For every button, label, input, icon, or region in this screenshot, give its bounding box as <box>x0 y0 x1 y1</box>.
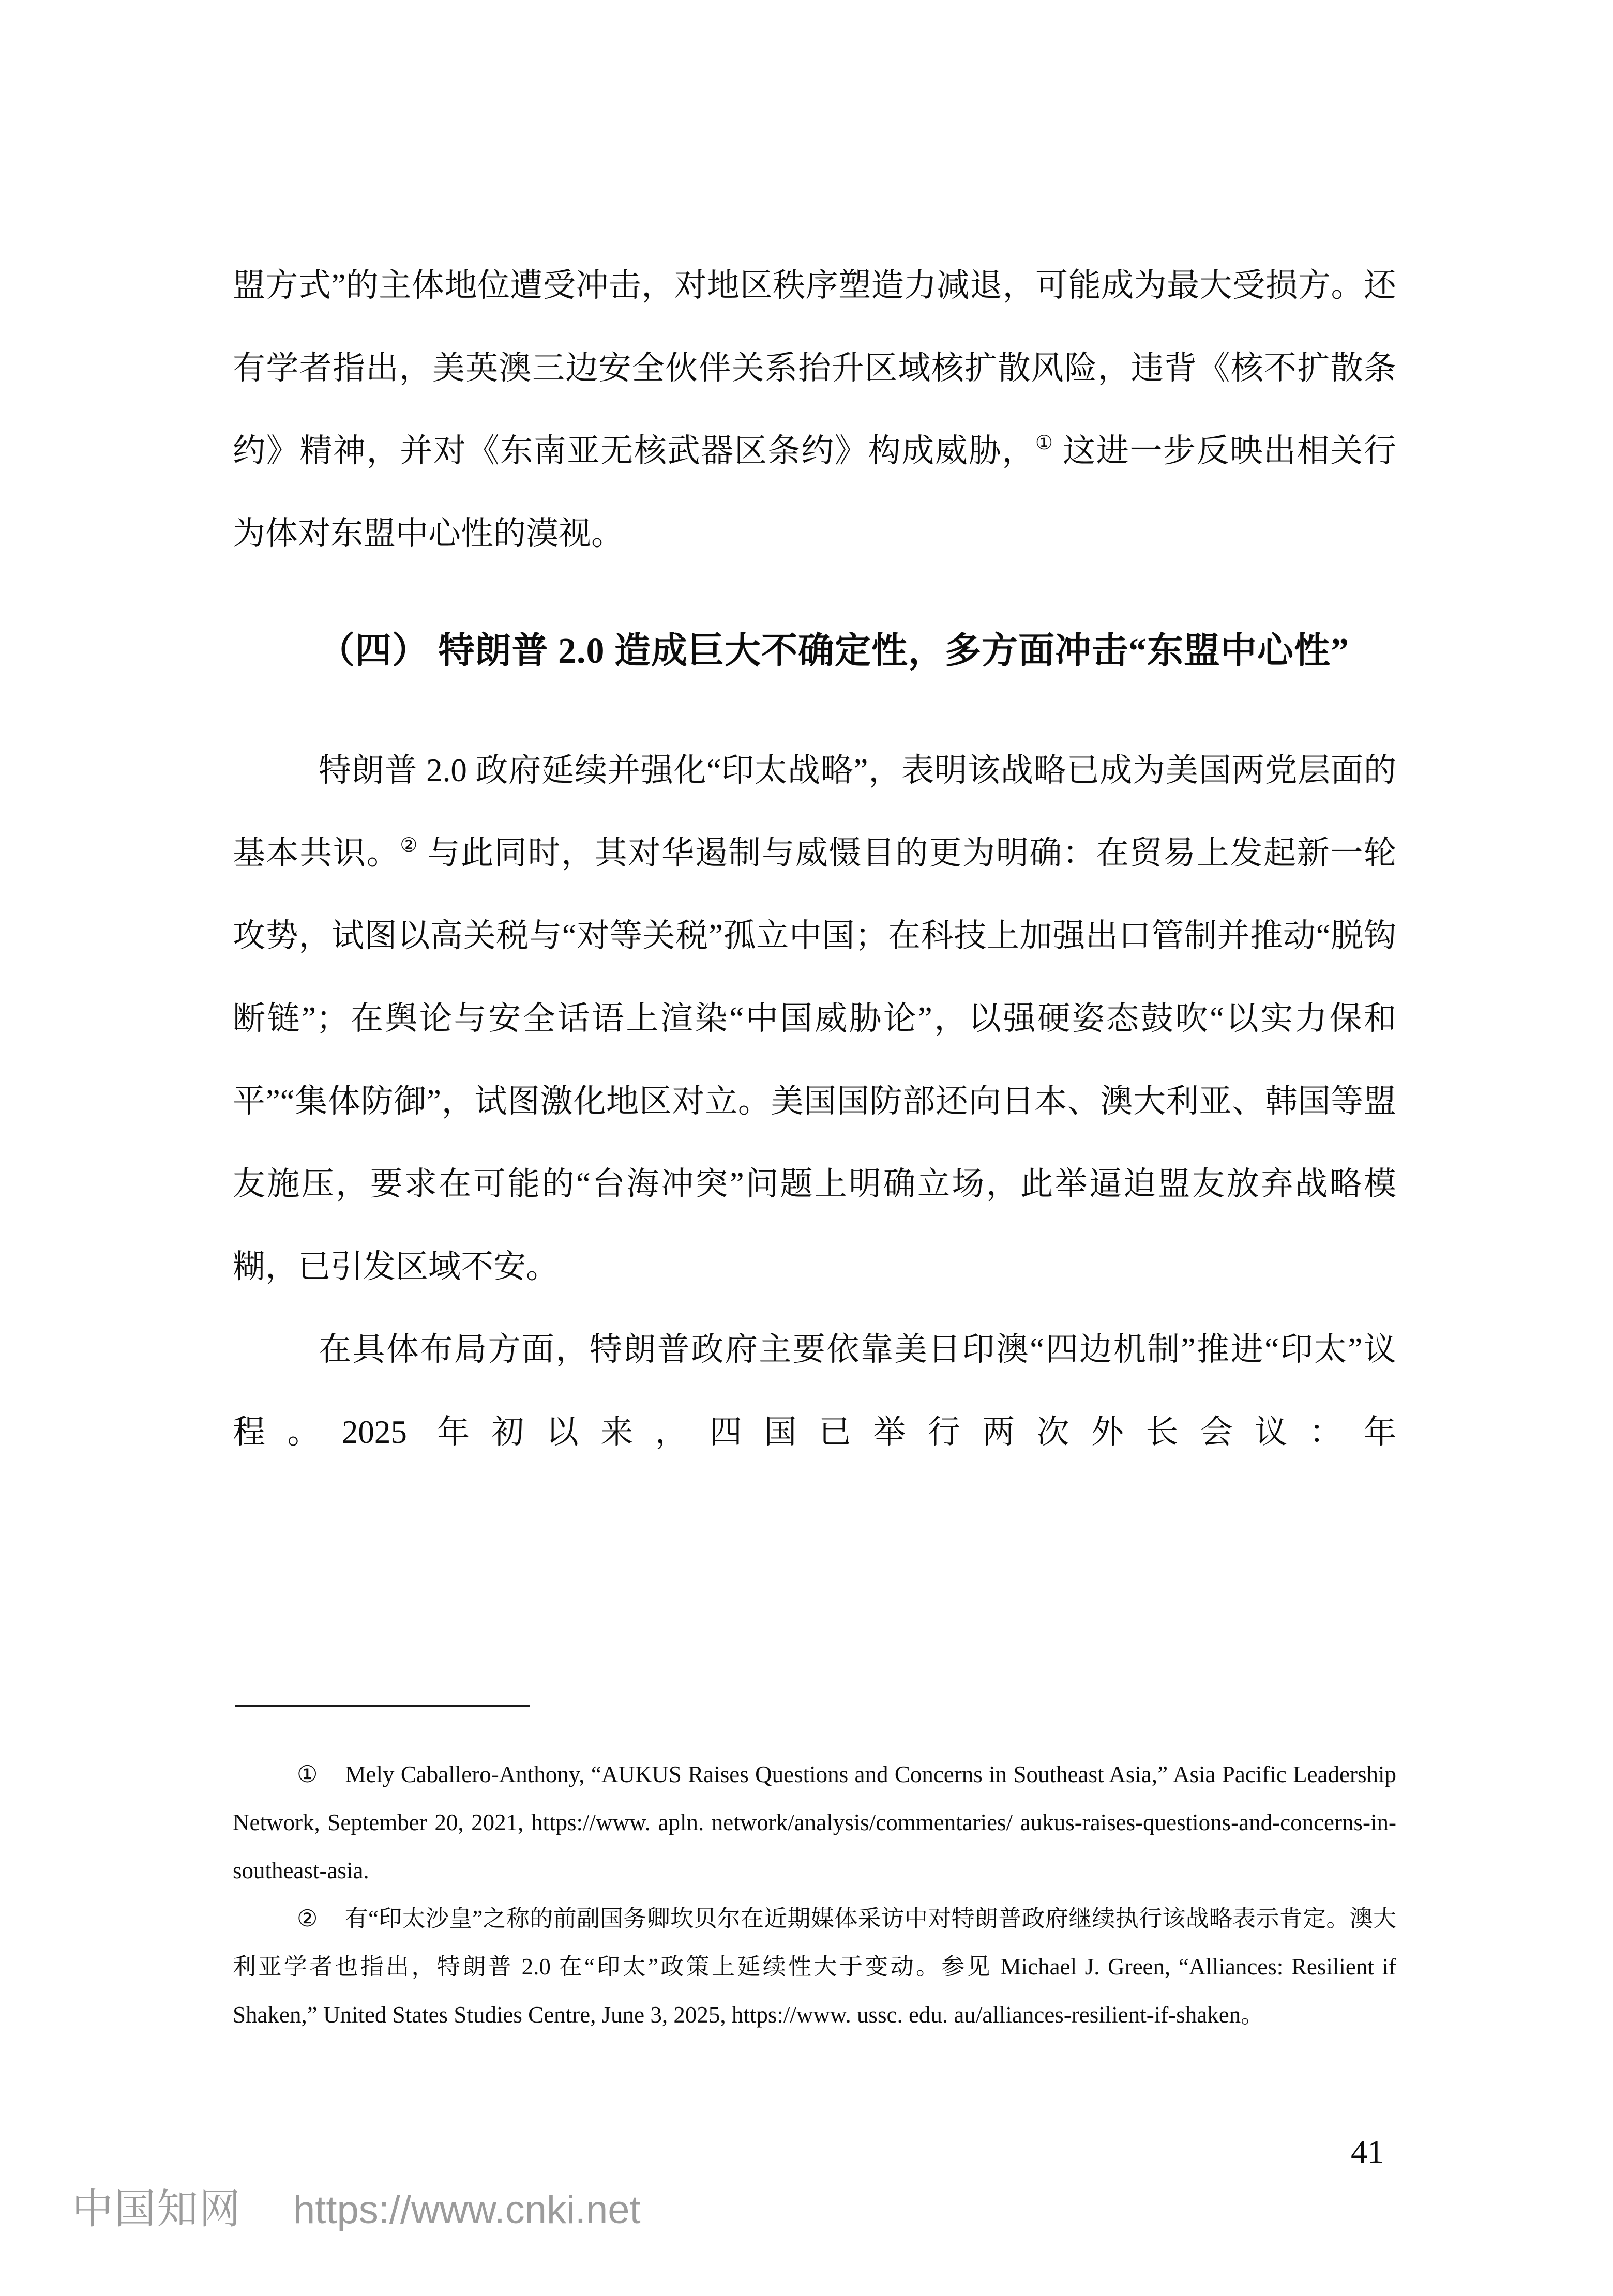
footnote-2 <box>233 1895 1396 2039</box>
footnote-divider <box>235 1705 530 1707</box>
watermark-footer <box>72 2188 641 2230</box>
page-number: 41 <box>1351 2133 1384 2170</box>
section-heading: （四） 特朗普 2.0 造成巨大不确定性，多方面冲击“东盟中心性” <box>319 631 1349 671</box>
body-text <box>233 244 1396 1473</box>
footnote-1 <box>233 1751 1396 1895</box>
footnote-2-text: 有“印太沙皇”之称的前副国务卿坎贝尔在近期媒体采访中对特朗普政府继续执行该战略表示肯定。澳大利亚学者也指出，特朗普 2.0 在“印太”政策上延续性大于变动。参见 Michael J. Green, “Alliances: Resilient if Shaken,” United States Studies Centre, June 3, 2025, https://www. ussc. edu. au/alliances-resilient-if-shaken。 <box>233 1906 1396 2028</box>
footnote-1-text: Mely Caballero-Anthony, “AUKUS Raises Questions and Concerns in Southeast Asia,” Asia Pacific Leadership Network, September 20, 2021, https://www. apln. network/analysis/commentaries/ aukus-raises-questions-and-concerns-in-southeast-asia. <box>233 1761 1397 1883</box>
paragraph-continuation: 盟方式”的主体地位遭受冲击，对地区秩序塑造力减退，可能成为最大受损方。还有学者指出，美英澳三边安全伙伴关系抬升区域核扩散风险，违背《核不扩散条约》精神，并对《东南亚无核武器区条约》构成威胁，① 这进一步反映出相关行为体对东盟中心性的漠视。 <box>233 267 1396 552</box>
footnotes-section <box>233 1705 1396 2039</box>
cnki-brand-watermark: 中国知网 <box>72 2186 242 2232</box>
paragraph-quad-layout: 在具体布局方面，特朗普政府主要依靠美日印澳“四边机制”推进“印太”议程。2025 年初以来，四国已举行两次外长会议：年 <box>233 1331 1396 1450</box>
footnote-1-marker: ① <box>297 1761 319 1787</box>
cnki-url-watermark: https://www.cnki.net <box>293 2188 641 2232</box>
paragraph-trump-policy: 特朗普 2.0 政府延续并强化“印太战略”，表明该战略已成为美国两党层面的基本共识。② 与此同时，其对华遏制与威慑目的更为明确：在贸易上发起新一轮攻势，试图以高关税与“对等关税”孤立中国；在科技上加强出口管制并推动“脱钩断链”；在舆论与安全话语上渲染“中国威胁论”，以强硬姿态鼓吹“以实力保和平”“集体防御”，试图激化地区对立。美国国防部还向日本、澳大利亚、韩国等盟友施压，要求在可能的“台海冲突”问题上明确立场，此举逼迫盟友放弃战略模糊，已引发区域不安。 <box>233 752 1396 1285</box>
footnote-2-marker: ② <box>297 1906 318 1932</box>
